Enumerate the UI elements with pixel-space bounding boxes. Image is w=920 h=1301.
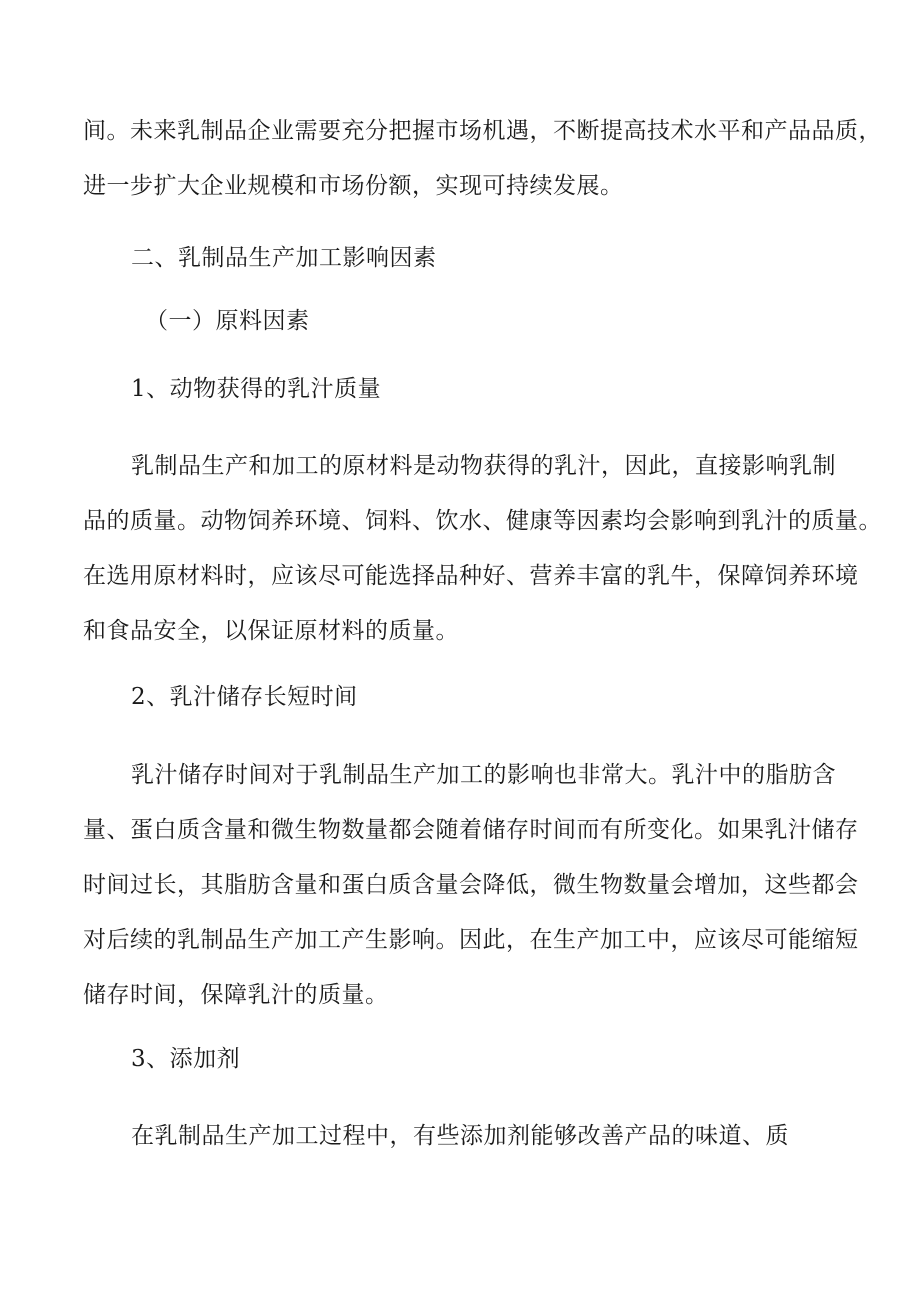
item-2-line-5: 储存时间，保障乳汁的质量。 (83, 982, 389, 1008)
item-1-line-4: 和食品安全，以保证原材料的质量。 (83, 618, 459, 644)
item-3-line-1: 在乳制品生产加工过程中，有些添加剂能够改善产品的味道、质 (131, 1123, 789, 1149)
item-3-heading: 3、添加剂 (131, 1046, 241, 1072)
item-2-line-1: 乳汁储存时间对于乳制品生产加工的影响也非常大。乳汁中的脂肪含 (131, 762, 836, 788)
item-2-line-4: 对后续的乳制品生产加工产生影响。因此，在生产加工中，应该尽可能缩短 (83, 927, 859, 953)
section-heading: 二、乳制品生产加工影响因素 (131, 245, 437, 271)
item-1-heading: 1、动物获得的乳汁质量 (131, 376, 382, 402)
subsection-heading: （一）原料因素 (145, 308, 310, 334)
item-2-heading: 2、乳汁储存长短时间 (131, 684, 358, 710)
item-2-line-3: 时间过长，其脂肪含量和蛋白质含量会降低，微生物数量会增加，这些都会 (83, 872, 859, 898)
item-1-line-2: 品的质量。动物饲养环境、饲料、饮水、健康等因素均会影响到乳汁的质量。 (83, 508, 882, 534)
intro-line-1: 间。未来乳制品企业需要充分把握市场机遇，不断提高技术水平和产品品质， (83, 118, 882, 144)
item-1-line-1: 乳制品生产和加工的原材料是动物获得的乳汁，因此，直接影响乳制 (131, 453, 836, 479)
intro-line-2: 进一步扩大企业规模和市场份额，实现可持续发展。 (83, 173, 624, 199)
item-1-line-3: 在选用原材料时，应该尽可能选择品种好、营养丰富的乳牛，保障饲养环境 (83, 563, 859, 589)
item-2-line-2: 量、蛋白质含量和微生物数量都会随着储存时间而有所变化。如果乳汁储存 (83, 817, 859, 843)
